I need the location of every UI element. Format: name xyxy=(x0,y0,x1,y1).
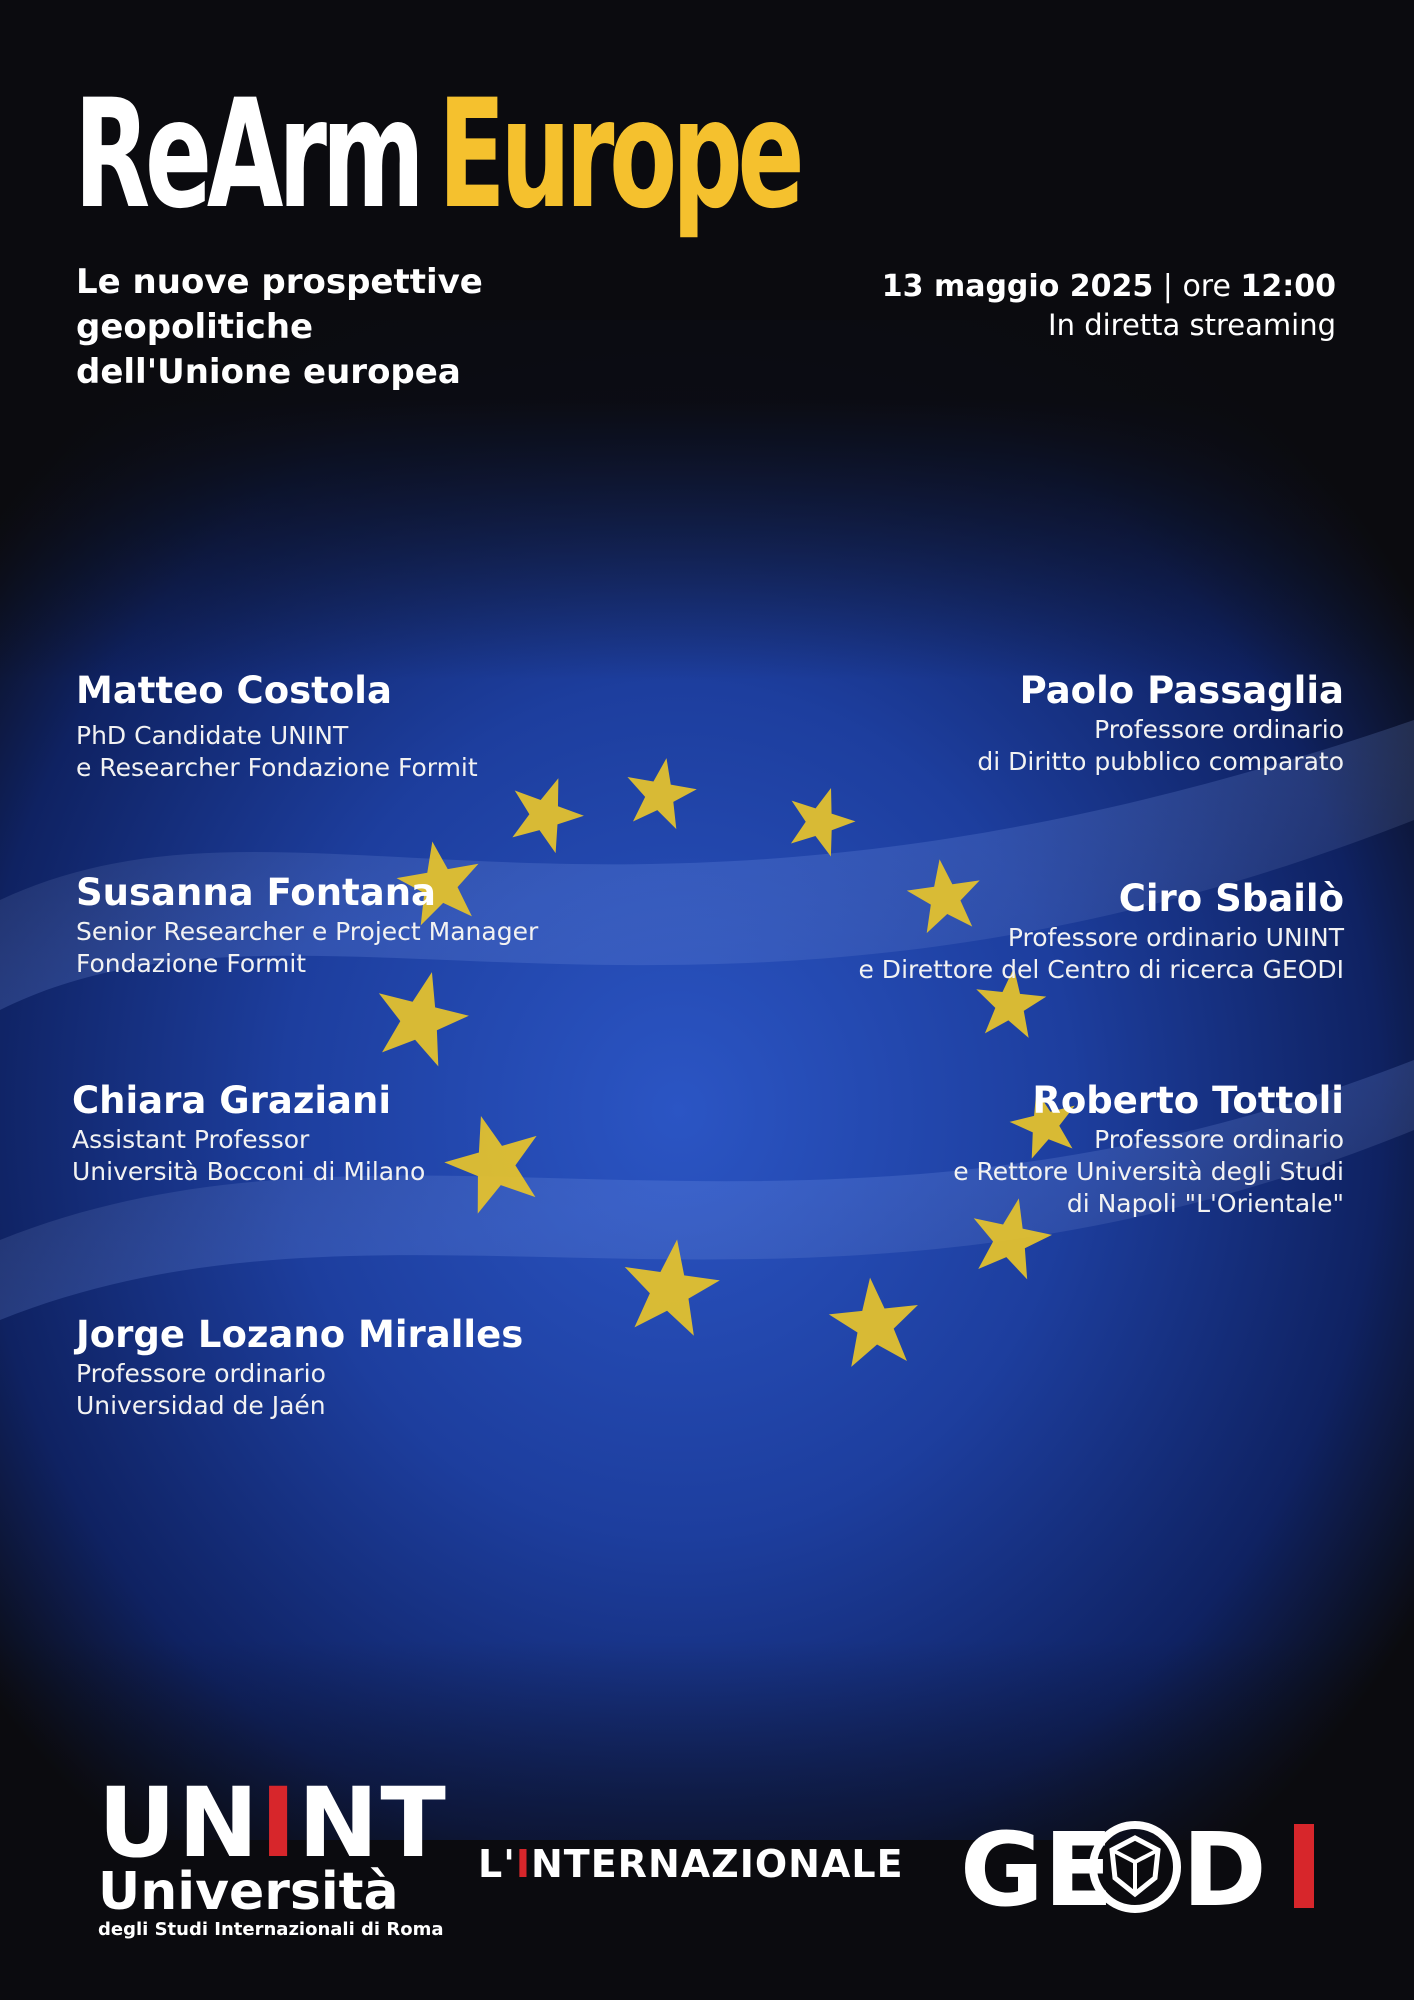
event-date: 13 maggio 2025 xyxy=(881,269,1154,304)
speaker xyxy=(72,1078,425,1188)
speaker xyxy=(76,668,478,784)
title-part-1: ReArm xyxy=(74,68,420,242)
internazionale-start: L' xyxy=(478,1842,516,1886)
speaker xyxy=(858,876,1344,986)
speaker-role: Professore ordinario xyxy=(76,1359,326,1388)
page-title xyxy=(74,70,799,240)
speaker xyxy=(977,668,1344,778)
speaker-role: Universidad de Jaén xyxy=(76,1391,326,1420)
geodi-letter-i xyxy=(1294,1824,1314,1908)
unint-university: Università xyxy=(98,1862,399,1922)
speaker-role: PhD Candidate UNINT xyxy=(76,721,349,750)
geodi-letter-d: D xyxy=(1182,1811,1267,1920)
speaker xyxy=(76,1312,523,1422)
speaker-name: Susanna Fontana xyxy=(76,871,437,914)
subtitle-line: geopolitiche xyxy=(76,307,314,347)
event-separator: | xyxy=(1162,269,1173,304)
logo-bar xyxy=(0,1767,1414,1970)
speaker-name: Jorge Lozano Miralles xyxy=(76,1313,524,1356)
speaker-name: Chiara Graziani xyxy=(72,1079,392,1122)
unint-logo xyxy=(98,1767,448,1942)
subtitle xyxy=(76,260,596,395)
subtitle-line: Le nuove prospettive xyxy=(76,262,483,302)
event-datetime xyxy=(882,268,1336,306)
title-part-2: Europe xyxy=(438,68,800,242)
unint-wordmark xyxy=(98,1767,448,1879)
speaker-role: Assistant Professor xyxy=(72,1125,310,1154)
internazionale-logo xyxy=(478,1842,904,1886)
geodi-letters-ge: GE xyxy=(960,1811,1114,1920)
event-time-prefix: ore xyxy=(1182,269,1231,304)
geodi-logo xyxy=(960,1810,1320,1920)
speaker-role: e Rettore Università degli Studi xyxy=(953,1157,1344,1186)
speaker-role: Professore ordinario xyxy=(1094,1125,1344,1154)
speaker-role: e Direttore del Centro di ricerca GEODI xyxy=(858,955,1344,984)
unint-word-end: NT xyxy=(298,1767,448,1879)
speaker-name: Paolo Passaglia xyxy=(1019,669,1344,712)
speaker xyxy=(953,1078,1344,1220)
speaker xyxy=(76,870,538,980)
speaker-role: Fondazione Formit xyxy=(76,949,307,978)
event-info xyxy=(882,268,1336,344)
unint-subtitle: degli Studi Internazionali di Roma xyxy=(98,1919,444,1940)
speaker-role: Professore ordinario UNINT xyxy=(1007,923,1344,952)
speaker-role: di Diritto pubblico comparato xyxy=(977,747,1344,776)
speaker-role: e Researcher Fondazione Formit xyxy=(76,753,478,782)
speaker-role: Senior Researcher e Project Manager xyxy=(76,917,539,946)
speaker-name: Ciro Sbailò xyxy=(1118,877,1344,920)
speaker-name: Roberto Tottoli xyxy=(1032,1079,1344,1122)
event-mode: In diretta streaming xyxy=(1048,308,1336,342)
unint-word-start: UN xyxy=(98,1767,261,1879)
speaker-role: di Napoli "L'Orientale" xyxy=(1066,1189,1344,1218)
speaker-name: Matteo Costola xyxy=(76,669,392,712)
internazionale-end: NTERNAZIONALE xyxy=(531,1842,904,1886)
event-time: 12:00 xyxy=(1240,269,1336,304)
speaker-role: Università Bocconi di Milano xyxy=(72,1157,426,1186)
unint-word-accent: I xyxy=(260,1767,299,1879)
speaker-role: Professore ordinario xyxy=(1094,715,1344,744)
subtitle-line: dell'Unione europea xyxy=(76,352,461,392)
internazionale-accent: I xyxy=(515,1842,531,1886)
